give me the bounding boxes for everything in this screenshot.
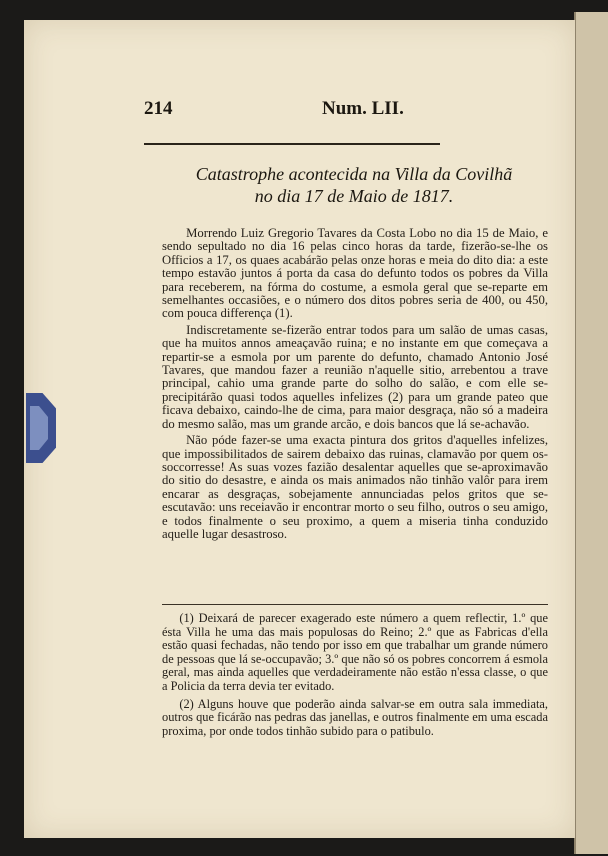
article-title bbox=[154, 163, 554, 207]
footnotes bbox=[162, 612, 548, 742]
footnote-rule bbox=[162, 604, 548, 605]
paragraph: Morrendo Luiz Gregorio Tavares da Costa Lobo no dia 15 de Maio, e sendo sepultado no dia 16 pelas cinco horas da tarde, fizerão-se-lhe os Officios a 17, os quaes acabárão pelas onze horas e meia do dito dia: a este tempo estavão juntos á porta da casa do defunto todos os pobres da Villa para receberem, na fórma do costume, a esmola geral que se-reparte em semelhantes occasiões, e o número dos ditos pobres seria de 400, ou 450, com pouca differença (1). bbox=[162, 226, 548, 321]
article-body bbox=[162, 227, 548, 544]
footnote: (1) Deixará de parecer exagerado este número a quem reflectir, 1.º que ésta Villa he uma das mais populosas do Reino; 2.º que as Fabricas d'ella estão quasi fechadas, não tendo por isso em que trabalhar um grande número de pessoas que lá se-occupavão; 3.º que não só os pobres concorrem á esmola geral, mas ainda aquelles que verdadeiramente não estão n'essa classe, o que a Policia da terra devia ter evitado. bbox=[162, 611, 548, 693]
running-head: Num. LII. bbox=[322, 98, 404, 119]
paragraph: Indiscretamente se-fizerão entrar todos para um salão de umas casas, que ha muitos annos ameaçavão ruina; e no instante em que começava a repartir-se a esmola por um parente do defunto, chamado Antonio José Tavares, que mandou fazer a reunião n'aquelle sitio, arrebentou a trave principal, cahio uma grande parte do solho do salão, e com elle se-precipitárão quasi todos aquelles infelizes (2) para um grande pateo que ficava debaixo, caindo-lhe de cima, para maior desgraça, não só a madeira do mesmo salão, mas um grande arcão, e dois bancos que lá se-achavão. bbox=[162, 322, 548, 431]
article-title-line-2: no dia 17 de Maio de 1817. bbox=[254, 186, 454, 206]
header-rule bbox=[144, 143, 440, 145]
page-number: 214 bbox=[144, 98, 173, 119]
adjacent-page-edge bbox=[574, 12, 608, 854]
article-title-line-1: Catastrophe acontecida na Villa da Covilhã bbox=[195, 164, 513, 184]
paragraph: Não póde fazer-se uma exacta pintura dos gritos d'aquelles infelizes, que impossibilitados de sairem debaixo das ruinas, clamavão por quem os-soccorresse! As suas vozes fazião desalentar aquelles que se-aproximavão do sitio do desastre, e ainda os mais animados não tinhão valôr para irem encarar as desgraças, sobejamente annunciadas pelos gritos que se-escutavão: uns receiavão ir encontrar morto o seu filho, outros o seu amigo, e todos finalmente o seu proximo, a quem a miseria tinha conduzido aquelle lugar desastroso. bbox=[162, 433, 548, 541]
book-page bbox=[24, 20, 575, 838]
footnote: (2) Alguns houve que poderão ainda salvar-se em outra sala immediata, outros que ficárão nas pedras das janellas, e outros finalmente em uma escada proxima, por onde todos tinhão subido para o patibulo. bbox=[162, 696, 548, 738]
